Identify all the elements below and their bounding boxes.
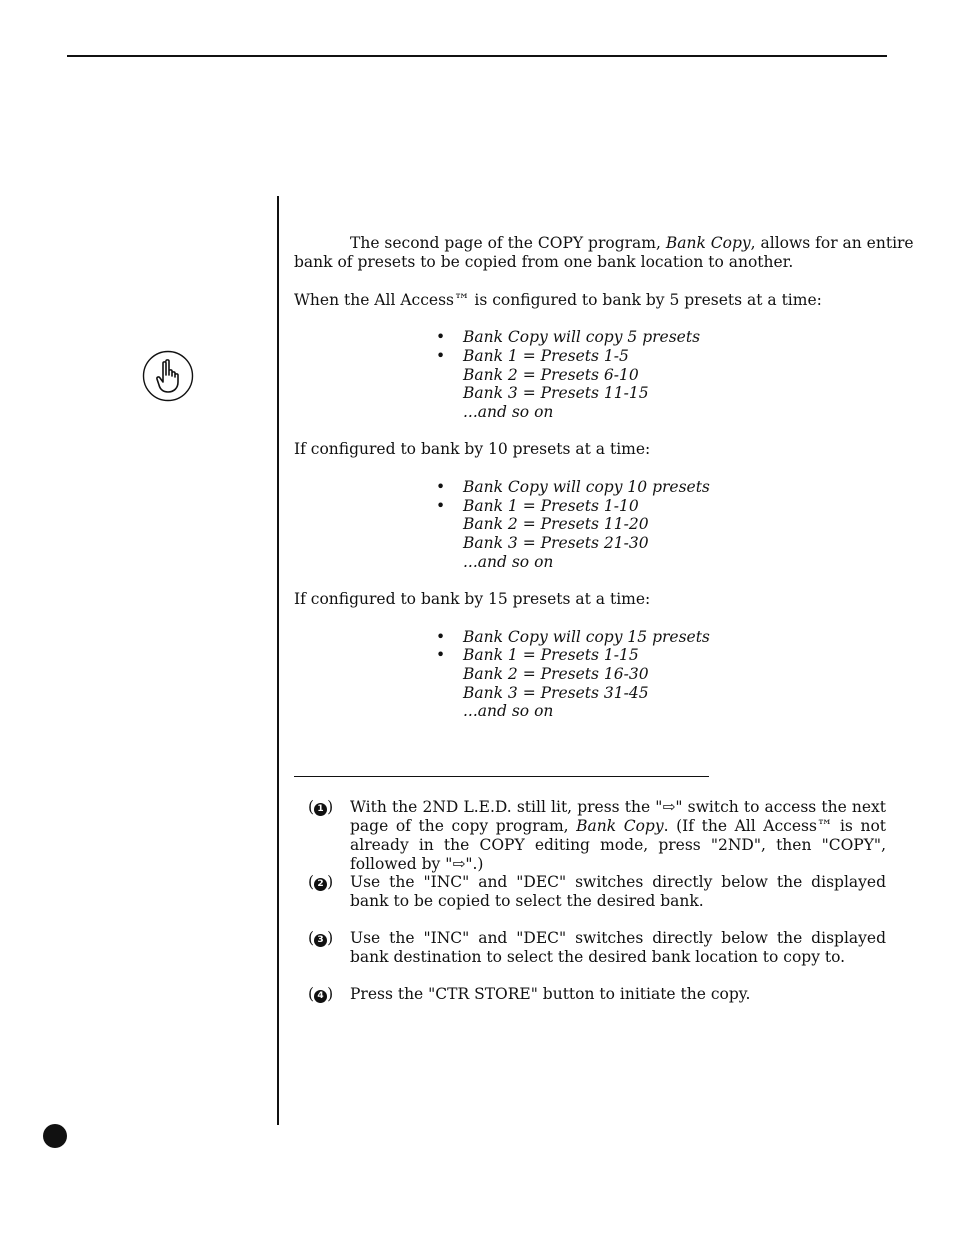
bullet-glyph: • bbox=[436, 347, 446, 365]
bullet-glyph: • bbox=[436, 646, 446, 664]
step-text: Use the "INC" and "DEC" switches directly below the displayed bank destination to select the desired bank location to copy to. bbox=[350, 929, 886, 966]
header-rule bbox=[67, 55, 887, 57]
step-text: Press the "CTR STORE" button to initiate the copy. bbox=[350, 985, 751, 1003]
list-item: Bank 3 = Presets 31-45 bbox=[463, 684, 649, 702]
section-heading: If configured to bank by 10 presets at a time: bbox=[294, 440, 651, 458]
list-item: ...and so on bbox=[463, 702, 554, 720]
list-item: Bank 2 = Presets 6-10 bbox=[463, 366, 639, 384]
page-marker bbox=[43, 1124, 67, 1148]
list-item: Bank 2 = Presets 11-20 bbox=[463, 515, 649, 533]
list-item: Bank Copy will copy 5 presets bbox=[463, 328, 701, 346]
list-item: Bank 2 = Presets 16-30 bbox=[463, 665, 649, 683]
step-text: Use the "INC" and "DEC" switches directly below the displayed bank to be copied to select the desired bank. bbox=[350, 873, 886, 910]
bullet-glyph: • bbox=[436, 497, 446, 515]
list-item: Bank 3 = Presets 11-15 bbox=[463, 384, 649, 402]
margin-rule bbox=[277, 196, 279, 1125]
section-heading: If configured to bank by 15 presets at a time: bbox=[294, 590, 651, 608]
step-number: ( 1 ) bbox=[308, 798, 334, 816]
step-number: ( 3 ) bbox=[308, 929, 334, 947]
bullet-glyph: • bbox=[436, 478, 446, 496]
list-item: Bank Copy will copy 10 presets bbox=[463, 478, 710, 496]
list-item: Bank 3 = Presets 21-30 bbox=[463, 534, 649, 552]
section-heading: When the All Access™ is configured to bank by 5 presets at a time: bbox=[294, 291, 822, 309]
step-text: With the 2ND L.E.D. still lit, press the "⇨" switch to access the next page of the copy program, Bank Copy. (If the All Access™ is not already in the COPY editing mode, press "2ND", then "COPY", followed by "⇨".) bbox=[350, 798, 887, 873]
list-item: Bank 1 = Presets 1-15 bbox=[463, 646, 639, 664]
list-item: ...and so on bbox=[463, 403, 554, 421]
pointing-hand-icon bbox=[142, 350, 194, 402]
section-divider bbox=[294, 776, 709, 777]
bullet-glyph: • bbox=[436, 628, 446, 646]
step-number: ( 4 ) bbox=[308, 985, 334, 1003]
list-item: Bank 1 = Presets 1-5 bbox=[463, 347, 629, 365]
list-item: Bank Copy will copy 15 presets bbox=[463, 628, 710, 646]
bullet-glyph: • bbox=[436, 328, 446, 346]
list-item: ...and so on bbox=[463, 553, 554, 571]
list-item: Bank 1 = Presets 1-10 bbox=[463, 497, 639, 515]
step-number: ( 2 ) bbox=[308, 873, 334, 891]
intro-line-2: bank of presets to be copied from one bank location to another. bbox=[294, 253, 794, 271]
intro-line-1: The second page of the COPY program, Bank Copy, allows for an entire bbox=[350, 234, 914, 252]
